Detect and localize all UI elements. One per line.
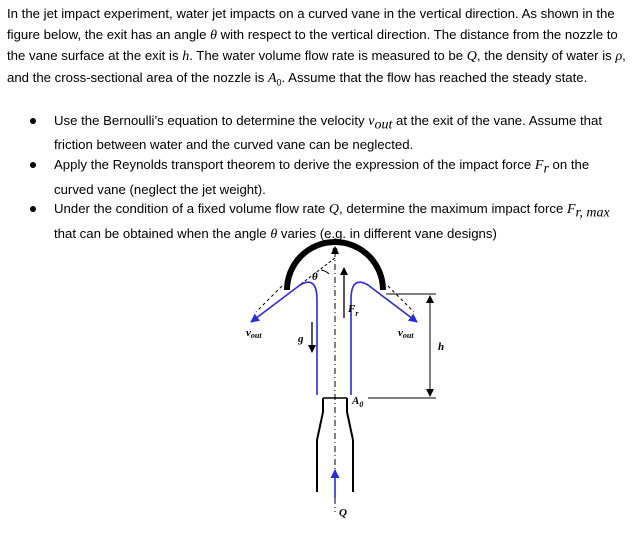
angle-arc xyxy=(321,270,329,274)
task-item-bernoulli: Use the Bernoulli’s equation to determine the velocity $v_{out}$ at the exit of the vane. Assume that friction between water and the curved vane can be neglected. xyxy=(22,111,627,155)
task-item-reynolds: Apply the Reynolds transport theorem to derive the expression of the impact force $F_r$ on the curved vane (neglect the jet weight). xyxy=(22,155,627,199)
vout-right-label: vout xyxy=(398,327,414,340)
task-item-max-force: Under the condition of a fixed volume flow rate Q, determine the maximum impact force $F_{r, max}$ that can be obtained when the angle θ varies (e.g. in different vane designs) xyxy=(22,199,627,244)
vout-left-label: vout xyxy=(246,327,262,340)
gravity-label: g xyxy=(298,333,304,345)
theta-label: θ xyxy=(312,271,318,283)
nozzle-wall-left-taper xyxy=(317,412,323,440)
h-label: h xyxy=(438,341,445,353)
nozzle-wall-right-taper xyxy=(347,412,353,440)
angle-line xyxy=(301,258,335,284)
area-label: $A_0$ xyxy=(352,395,364,409)
flow-rate-label: Q xyxy=(339,507,347,519)
force-label: $F_r$ xyxy=(348,303,359,318)
problem-intro: In the jet impact experiment, water jet impacts on a curved vane in the vertical direction. As shown in the figure below, the exit has an angle θ with respect to the vertical direction. The distance from the nozzle to the vane surface at the exit is h. The water volume flow rate is measured to be Q, the density of water is ρ, and the cross-sectional area of the nozzle is $A_0$. Assume that the flow has reached the steady state. xyxy=(7,6,626,88)
exit-line-right xyxy=(388,286,414,312)
